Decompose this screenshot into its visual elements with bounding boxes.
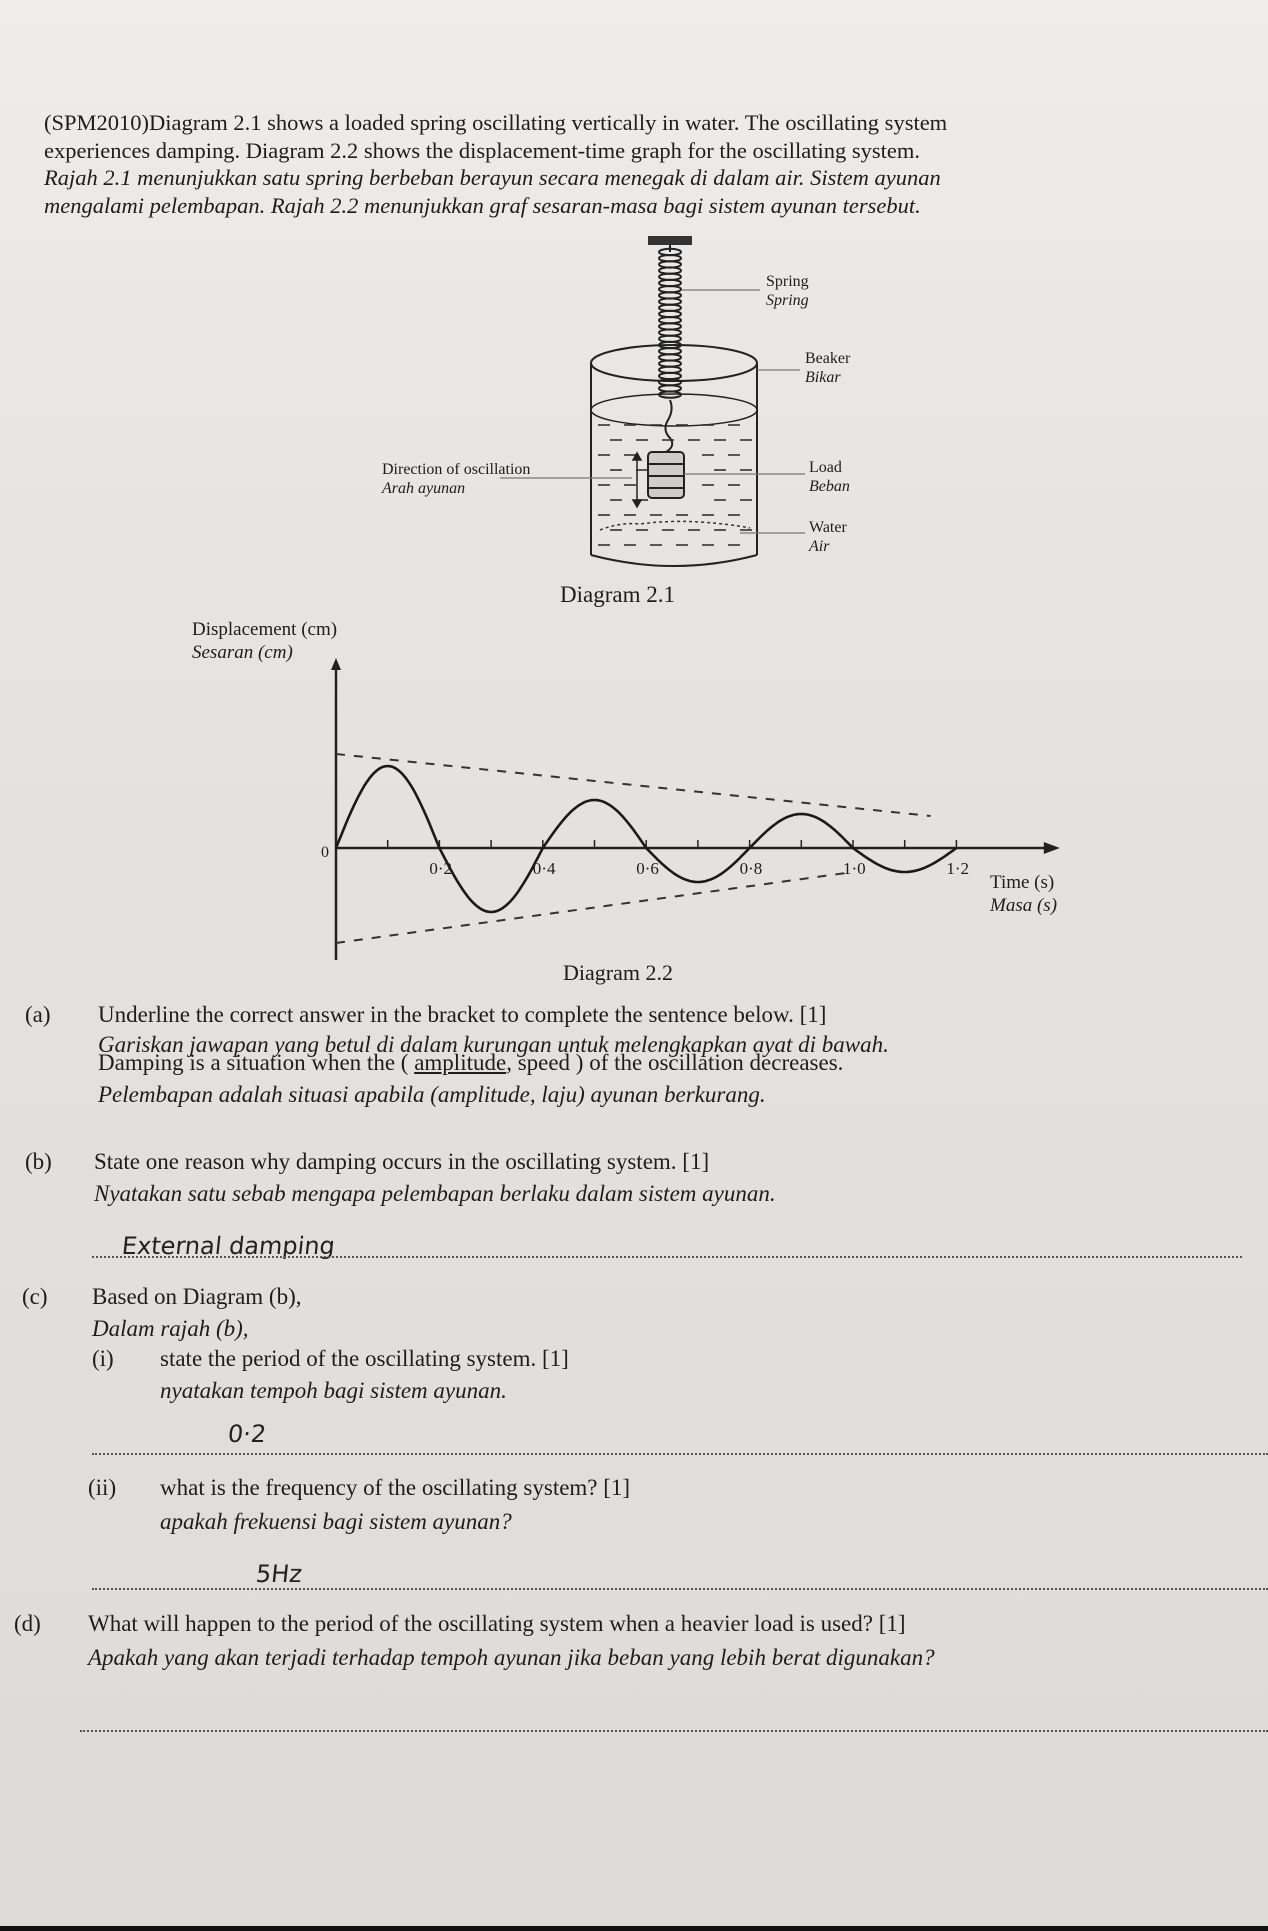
question-c-i-label: (i) [92, 1346, 114, 1371]
underlined-answer[interactable]: amplitude [414, 1050, 507, 1075]
question-c-label: (c) [22, 1284, 48, 1309]
question-c-ii-label: (ii) [88, 1475, 117, 1500]
spring-label: Spring Spring [766, 273, 809, 310]
question-c-i-text: state the period of the oscillating system. [1] [160, 1346, 569, 1371]
answer-c-ii-line [92, 1588, 1268, 1590]
intro-line-1: (SPM2010)Diagram 2.1 shows a loaded spring oscillating vertically in water. The oscillating system [44, 110, 948, 135]
question-c-text-ms: Dalam rajah (b), [92, 1316, 249, 1341]
x-tick-label: 0·4 [532, 859, 556, 878]
upper-envelope-line [336, 754, 931, 816]
question-c-ii-text: what is the frequency of the oscillating system? [1] [160, 1475, 631, 1500]
diagram-2-2-caption: Diagram 2.2 [563, 960, 673, 985]
question-d-text: What will happen to the period of the oscillating system when a heavier load is used? [1] [88, 1611, 906, 1636]
x-tick-label: 0·8 [739, 859, 763, 878]
x-axis-label: Time (s) Masa (s) [990, 872, 1058, 916]
diagram-2-1-caption: Diagram 2.1 [560, 582, 675, 607]
beaker-label: Beaker Bikar [805, 350, 851, 387]
photo-edge [0, 1926, 1268, 1931]
question-b-label: (b) [25, 1149, 52, 1174]
question-a-label: (a) [25, 1002, 51, 1027]
question-a-sentence-ms: Pelembapan adalah situasi apabila (amplitude, laju) ayunan berkurang. [98, 1082, 766, 1107]
answer-c-i-line [92, 1453, 1268, 1455]
intro-line-3: Rajah 2.1 menunjukkan satu spring berbeban berayun secara menegak di dalam air. Sistem ayunan [44, 165, 941, 190]
question-a-text-ms: Gariskan jawapan yang betul di dalam kurungan untuk melengkapkan ayat di bawah. [98, 1032, 889, 1057]
question-c-ii-text-ms: apakah frekuensi bagi sistem ayunan? [160, 1509, 512, 1534]
displacement-curve [336, 766, 956, 912]
x-tick-label: 1·0 [843, 859, 866, 878]
question-c-i-text-ms: nyatakan tempoh bagi sistem ayunan. [160, 1378, 507, 1403]
question-a-text: Underline the correct answer in the bracket to complete the sentence below. [1] [98, 1002, 827, 1027]
intro-line-4: mengalami pelembapan. Rajah 2.2 menunjukkan graf sesaran-masa bagi sistem ayunan tersebut. [44, 193, 921, 218]
lower-envelope-line [336, 872, 853, 943]
load-label: Load Beban [809, 459, 850, 496]
answer-b[interactable]: External damping [120, 1232, 337, 1260]
answer-c-ii[interactable]: 5Hz [254, 1560, 304, 1588]
y-axis-arrow-icon [331, 658, 341, 670]
x-tick-label: 0·6 [636, 859, 659, 878]
x-tick-label: 0·2 [429, 859, 453, 878]
water-label: Water Air [809, 519, 847, 556]
question-d-label: (d) [14, 1611, 41, 1636]
x-axis-arrow-icon [1044, 842, 1060, 854]
question-b-text-ms: Nyatakan satu sebab mengapa pelembapan berlaku dalam sistem ayunan. [94, 1181, 776, 1206]
question-a-sentence: Damping is a situation when the ( amplitude, speed ) of the oscillation decreases. [98, 1050, 844, 1075]
y-axis-label: Displacement (cm) Sesaran (cm) [192, 619, 338, 663]
question-b-text: State one reason why damping occurs in the oscillating system. [1] [94, 1149, 710, 1174]
origin-label: 0 [321, 844, 329, 861]
answer-b-line [92, 1256, 1242, 1258]
direction-label: Direction of oscillation Arah ayunan [382, 461, 531, 498]
x-tick-label: 1·2 [946, 859, 970, 878]
intro-line-2: experiences damping. Diagram 2.2 shows the displacement-time graph for the oscillating system. [44, 138, 921, 163]
answer-c-i[interactable]: 0·2 [226, 1420, 268, 1448]
question-c-text: Based on Diagram (b), [92, 1284, 302, 1309]
question-d-text-ms: Apakah yang akan terjadi terhadap tempoh ayunan jika beban yang lebih berat digunakan? [88, 1645, 935, 1670]
answer-d-line [80, 1730, 1268, 1732]
